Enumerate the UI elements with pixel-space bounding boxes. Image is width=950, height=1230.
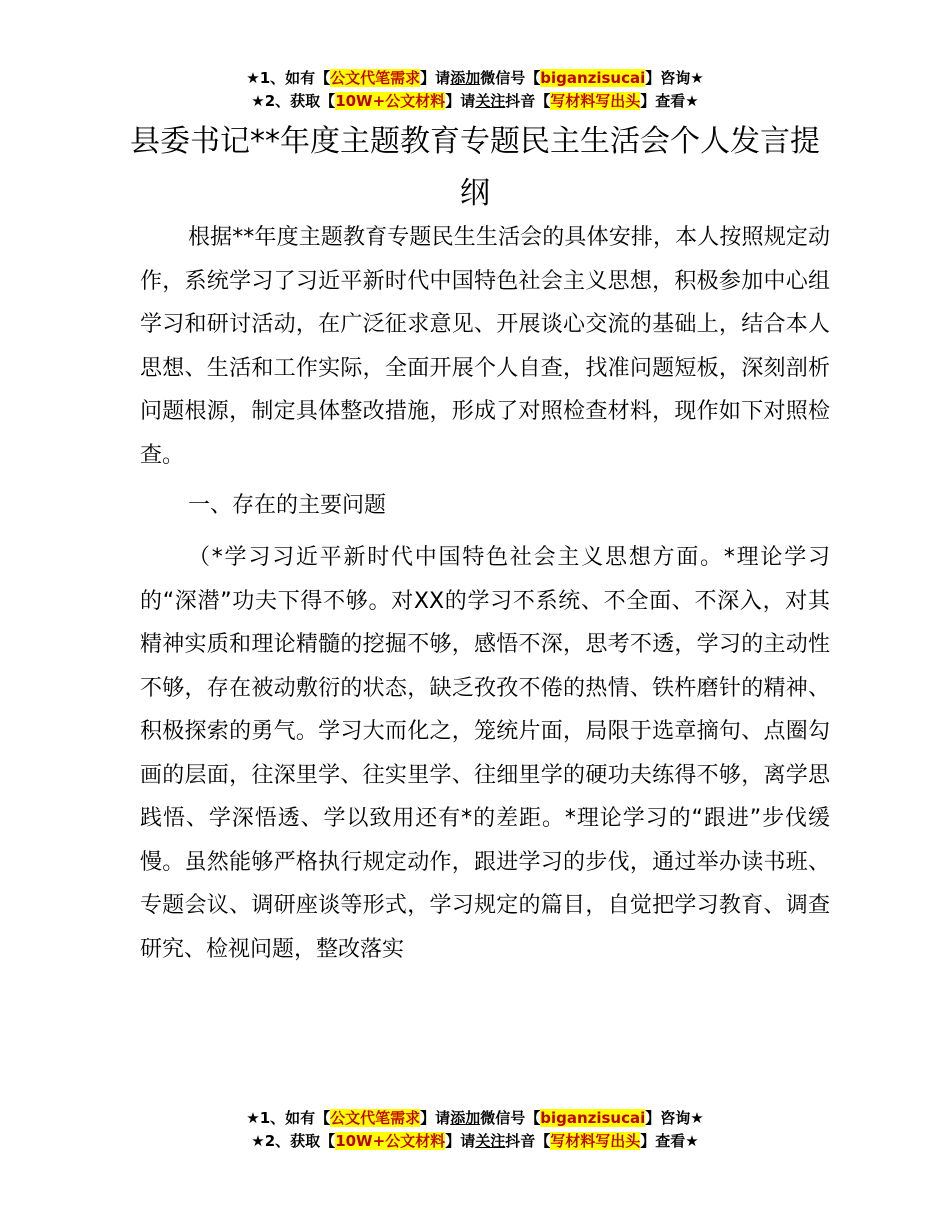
- banner-text: 微信号【: [480, 1109, 541, 1127]
- highlight-service: 公文代笔需求: [330, 69, 421, 87]
- banner-text: 】查看★: [640, 92, 699, 110]
- highlight-wechat-id: biganzisucai: [540, 69, 646, 87]
- banner-line-materials: [0, 90, 950, 113]
- banner-line-materials: [0, 1130, 950, 1153]
- intro-paragraph: 根据**年度主题教育专题民生生活会的具体安排，本人按照规定动作，系统学习了习近平新时代中国特色社会主义思想，积极参加中心组学习和研讨活动，在广泛征求意见、开展谈心交流的基础上，结合本人思想、生活和工作实际，全面开展个人自查，找准问题短板，深刻剖析问题根源，制定具体整改措施，形成了对照检查材料，现作如下对照检查。: [140, 225, 830, 468]
- highlight-douyin: 写材料写出头: [550, 1132, 641, 1150]
- highlight-service: 公文代笔需求: [330, 1109, 421, 1127]
- banner-text: 】请: [420, 69, 451, 87]
- footer-banner: [0, 1107, 950, 1153]
- underlined-text: 关注: [475, 92, 506, 110]
- underlined-text: 添加: [450, 1109, 481, 1127]
- banner-text: 】请: [445, 92, 476, 110]
- banner-text: 】查看★: [640, 1132, 699, 1150]
- underlined-text: 关注: [475, 1132, 506, 1150]
- banner-line-service: [0, 67, 950, 90]
- underlined-text: 添加: [450, 69, 481, 87]
- document-title: 县委书记**年度主题教育专题民主生活会个人发言提纲: [130, 124, 820, 211]
- banner-text: 】请: [420, 1109, 451, 1127]
- section-heading: 一、存在的主要问题: [188, 493, 387, 518]
- banner-text: ★1、如有【: [246, 1109, 331, 1127]
- banner-text: 】咨询★: [645, 69, 704, 87]
- banner-line-service: [0, 1107, 950, 1130]
- banner-text: 】请: [445, 1132, 476, 1150]
- banner-text: ★1、如有【: [246, 69, 331, 87]
- highlight-materials: 10W+公文材料: [335, 92, 446, 110]
- banner-text: 微信号【: [480, 69, 541, 87]
- highlight-douyin: 写材料写出头: [550, 92, 641, 110]
- banner-text: 】咨询★: [645, 1109, 704, 1127]
- banner-text: ★2、获取【: [251, 92, 336, 110]
- banner-text: ★2、获取【: [251, 1132, 336, 1150]
- highlight-wechat-id: biganzisucai: [540, 1109, 646, 1127]
- highlight-materials: 10W+公文材料: [335, 1132, 446, 1150]
- header-banner: [0, 67, 950, 113]
- banner-text: 抖音【: [505, 1132, 551, 1150]
- body-paragraph: （*学习习近平新时代中国特色社会主义思想方面。*理论学习的“深潜”功夫下得不够。对XX的学习不系统、不全面、不深入，对其精神实质和理论精髓的挖掘不够，感悟不深，思考不透，学习的主动性不够，存在被动敷衍的状态，缺乏孜孜不倦的热情、铁杵磨针的精神、积极探索的勇气。学习大而化之，笼统片面，局限于选章摘句、点圈勾画的层面，往深里学、往实里学、往细里学的硬功夫练得不够，离学思践悟、学深悟透、学以致用还有*的差距。*理论学习的“跟进”步伐缓慢。虽然能够严格执行规定动作，跟进学习的步伐，通过举办读书班、专题会议、调研座谈等形式，学习规定的篇目，自觉把学习教育、调查研究、检视问题，整改落实: [140, 545, 830, 962]
- banner-text: 抖音【: [505, 92, 551, 110]
